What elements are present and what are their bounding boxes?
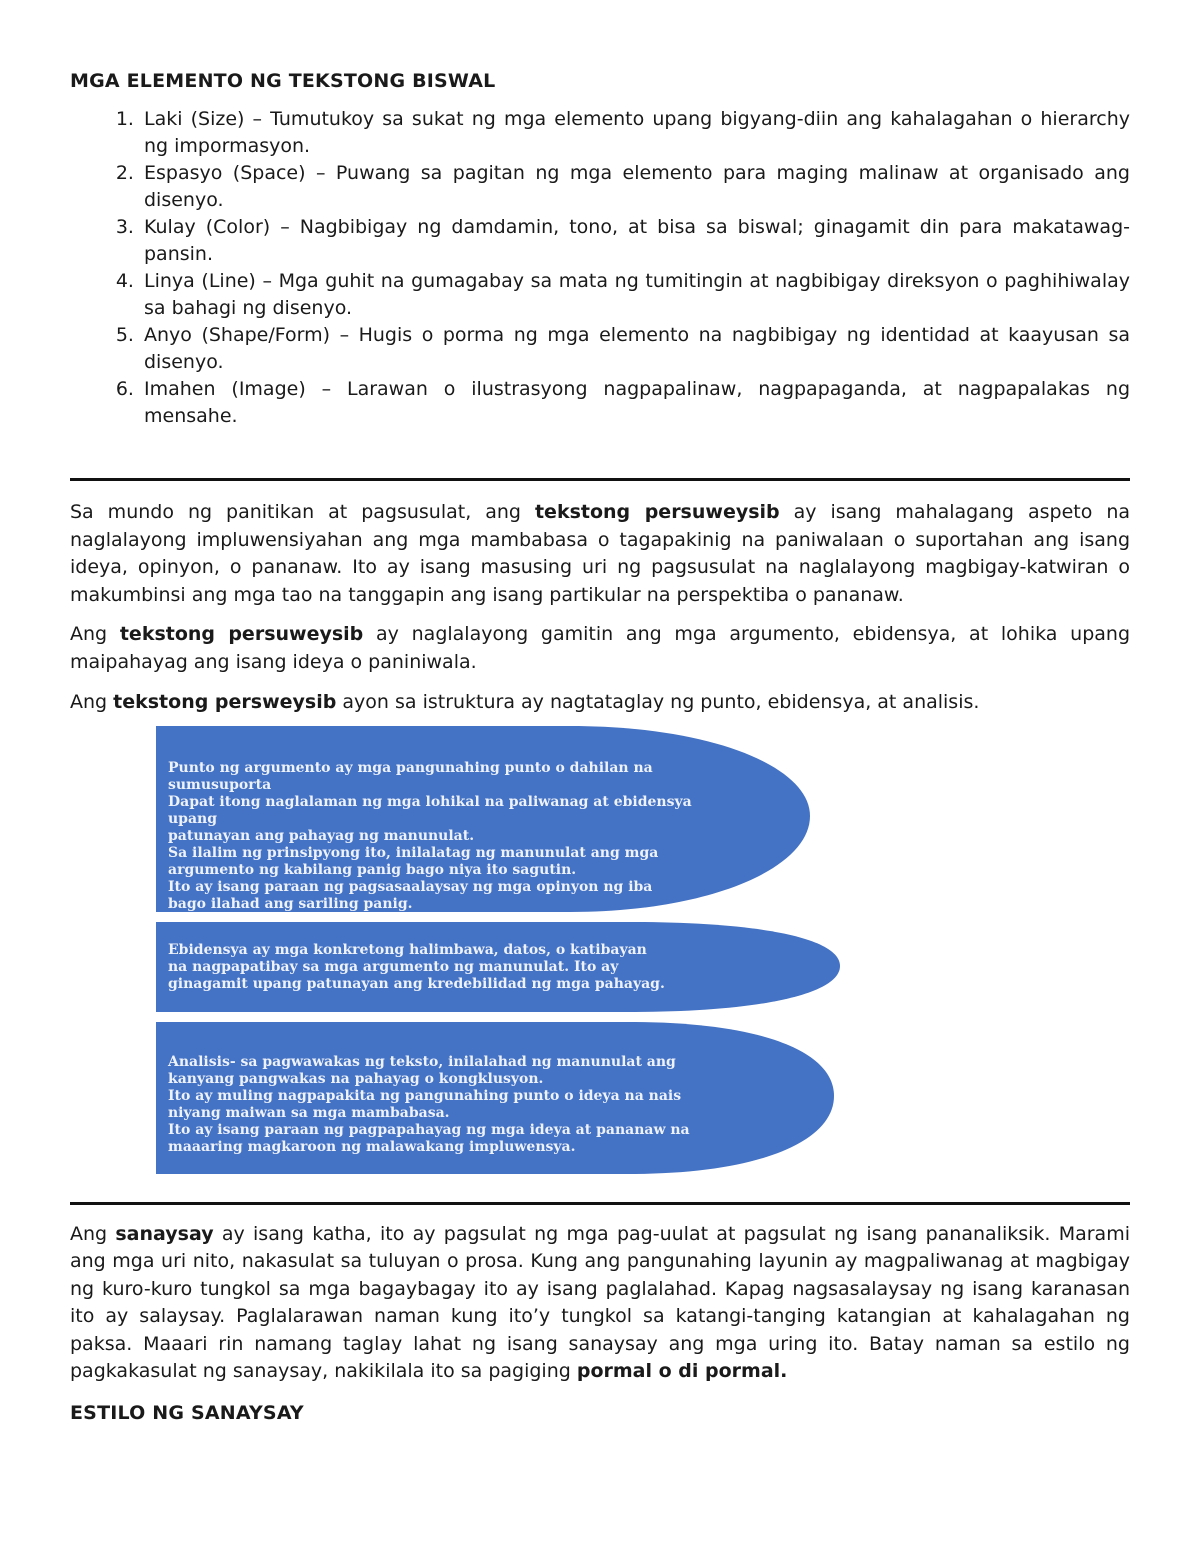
text-run: ayon sa istruktura ay nagtataglay ng punto, ebidensya, at analisis. [336, 691, 980, 713]
bold-term: pormal o di pormal. [576, 1360, 788, 1382]
diagram-line: ginagamit upang patunayan ang kredebilidad ng mga pahayag. [168, 975, 665, 992]
diagram-line: niyang maiwan sa mga mambabasa. [168, 1104, 450, 1121]
persuasive-intro-paragraph [70, 499, 1130, 609]
punto-block-text [168, 760, 728, 913]
bold-term: tekstong persuweysib [534, 501, 780, 523]
list-item: 1. Laki (Size) – Tumutukoy sa sukat ng mga elemento upang bigyang-diin ang kahalagahan o hierarchy ng impormasyon. [140, 106, 1130, 160]
list-item: 5. Anyo (Shape/Form) – Hugis o porma ng mga elemento na nagbibigay ng identidad at kaayusan sa disenyo. [140, 322, 1130, 376]
diagram-line: na nagpapatibay sa mga argumento ng manunulat. Ito ay [168, 958, 619, 975]
bold-term: tekstong persweysib [113, 691, 337, 713]
section-heading-estilo: ESTILO NG SANAYSAY [70, 1401, 304, 1424]
analisis-block-text [168, 1054, 748, 1156]
persuasive-structure-paragraph [70, 689, 1130, 717]
diagram-line: Analisis- sa pagwawakas ng teksto, inilalahad ng manunulat ang [168, 1053, 676, 1070]
text-run: ay isang mahalagang aspeto na naglalayong impluwensiyahan ang mga mambabasa o tagapakinig na paniwalaan o suportahan ang isang ideya, opinyon, o pananaw. Ito ay isang masusing uri ng pagsusulat na naglalayong magbigay-katwiran o makumbinsi ang mga tao na tanggapin ang isang partikular na perspektiba o pananaw. [70, 501, 1130, 606]
list-item: 6. Imahen (Image) – Larawan o ilustrasyong nagpapalinaw, nagpapaganda, at nagpapalakas ng mensahe. [140, 376, 1130, 430]
text-run: Ang [70, 623, 120, 645]
persuasive-purpose-paragraph [70, 621, 1130, 676]
diagram-line: patunayan ang pahayag ng manunulat. [168, 827, 475, 844]
document-page [70, 70, 1130, 1424]
list-item: 2. Espasyo (Space) – Puwang sa pagitan ng mga elemento para maging malinaw at organisado ang disenyo. [140, 160, 1130, 214]
elements-list [70, 106, 1130, 430]
diagram-line: maaaring magkaroon ng malawakang impluwensya. [168, 1138, 576, 1155]
text-run: Ang [70, 1222, 116, 1245]
text-run: ay isang katha, ito ay pagsulat ng mga pag-uulat at pagsulat ng isang pananaliksik. Marami ang mga uri nito, nakasulat sa tuluyan o prosa. Kung ang pangunahing layunin ay magpaliwanag at magbigay ng kuro-kuro tungkol sa mga bagaybagay ito ay isang paglalahad. Kapag nagsasalaysay ng isang karanasan ito ay salaysay. Paglalarawan naman kung ito’y tungkol sa katangi-tanging katangian at kahalagahan ng paksa. Maaari rin namang taglay lahat ng isang sanaysay ang mga uring ito. Batay naman sa estilo ng pagkakasulat ng sanaysay, nakikilala ito sa pagiging [70, 1222, 1130, 1382]
text-run: Ang [70, 691, 114, 713]
section-heading-elements: MGA ELEMENTO NG TEKSTONG BISWAL [70, 70, 496, 92]
diagram-line: bago ilahad ang sariling panig. [168, 895, 413, 912]
diagram-line: Ito ay isang paraan ng pagsasaalaysay ng mga opinyon ng iba [168, 878, 653, 895]
structure-diagram [70, 726, 1130, 1202]
ebidensya-block-text [168, 942, 748, 993]
diagram-line: kanyang pangwakas na pahayag o kongklusyon. [168, 1070, 544, 1087]
diagram-line: Punto ng argumento ay mga pangunahing punto o dahilan na sumusuporta [168, 759, 653, 793]
text-run: ay naglalayong gamitin ang mga argumento, ebidensya, at lohika upang maipahayag ang isang ideya o paniniwala. [70, 623, 1131, 673]
diagram-line: Ebidensya ay mga konkretong halimbawa, datos, o katibayan [168, 941, 647, 958]
bold-term: sanaysay [115, 1222, 214, 1245]
diagram-line: Sa ilalim ng prinsipyong ito, inilalatag ng manunulat ang mga [168, 844, 659, 861]
diagram-line: Ito ay muling nagpapakita ng pangunahing punto o ideya na nais [168, 1087, 682, 1104]
horizontal-divider [70, 1202, 1130, 1205]
bold-term: tekstong persuweysib [119, 623, 364, 645]
diagram-line: argumento ng kabilang panig bago niya ito sagutin. [168, 861, 577, 878]
diagram-line: Dapat itong naglalaman ng mga lohikal na paliwanag at ebidensya upang [168, 793, 692, 827]
list-item: 3. Kulay (Color) – Nagbibigay ng damdamin, tono, at bisa sa biswal; ginagamit din para makatawag-pansin. [140, 214, 1130, 268]
text-run: Sa mundo ng panitikan at pagsusulat, ang [70, 501, 535, 523]
list-item: 4. Linya (Line) – Mga guhit na gumagabay sa mata ng tumitingin at nagbibigay direksyon o paghihiwalay sa bahagi ng disenyo. [140, 268, 1130, 322]
sanaysay-paragraph [70, 1221, 1130, 1386]
horizontal-divider [70, 478, 1130, 481]
diagram-line: Ito ay isang paraan ng pagpapahayag ng mga ideya at pananaw na [168, 1121, 690, 1138]
